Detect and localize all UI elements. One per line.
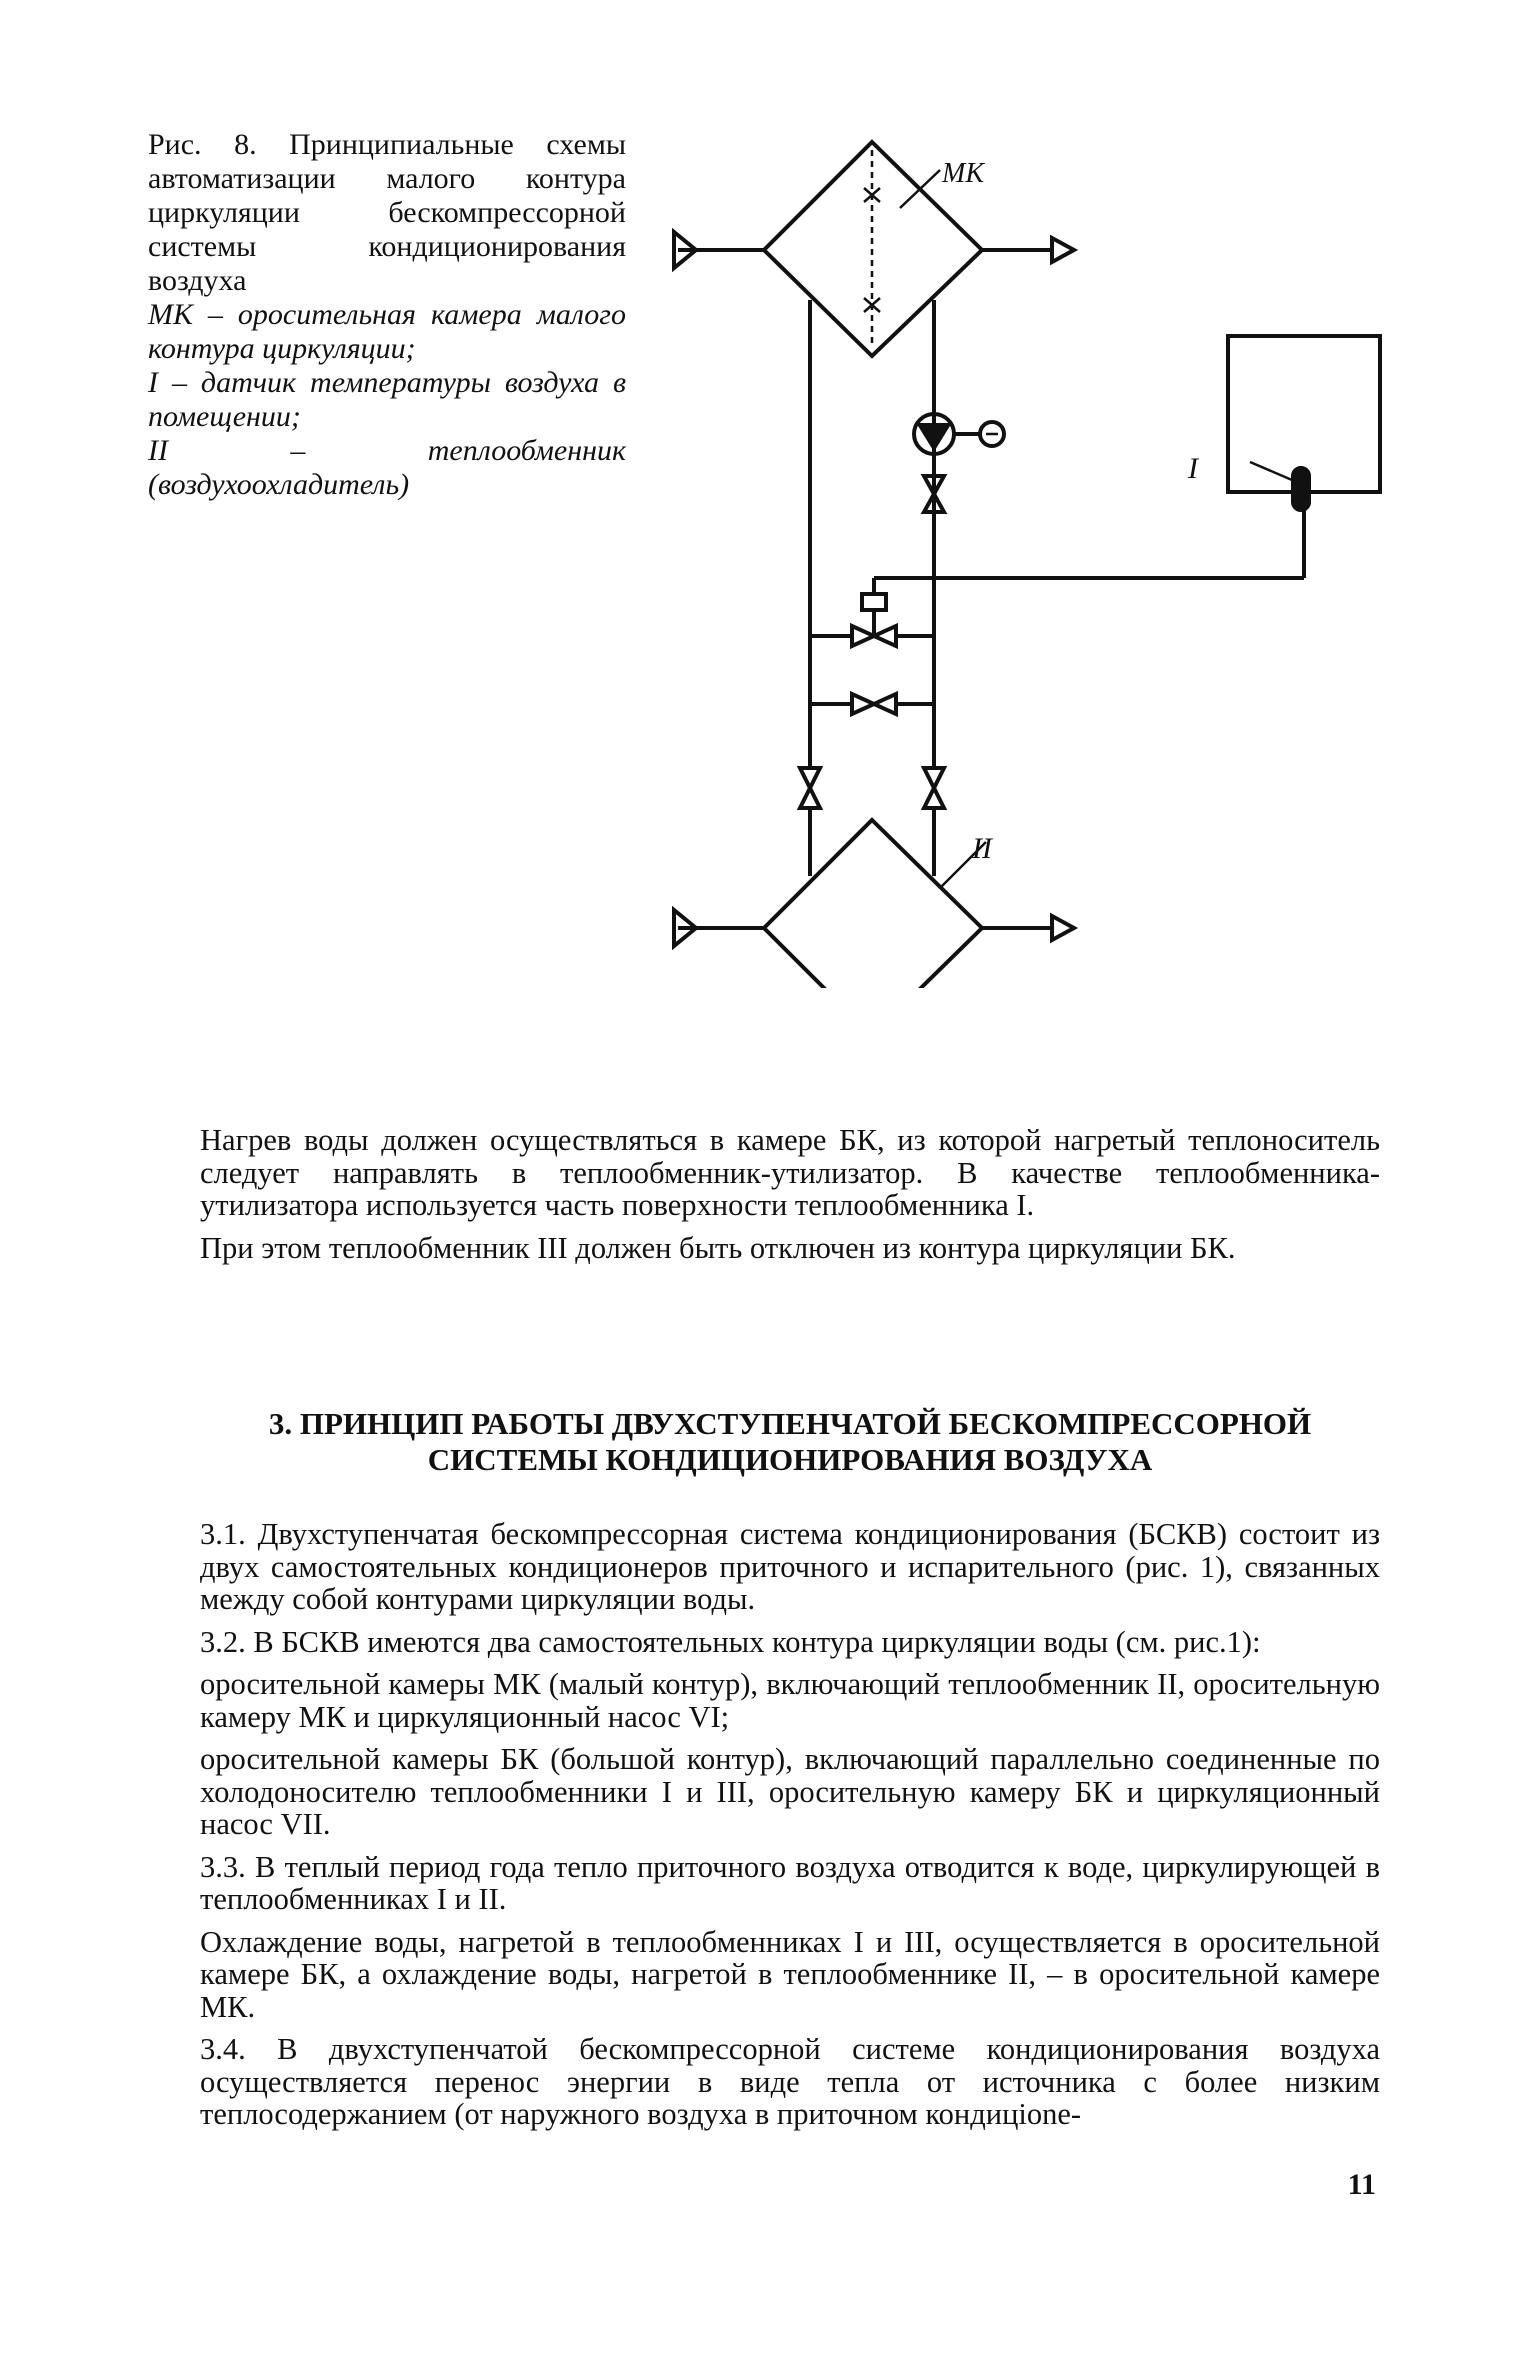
legend-mk: МК – оросительная камера малого контура циркуляции;: [148, 298, 626, 365]
paragraph-3-4: 3.4. В двухступенчатой бескомпрессорной системе кондиционирования воздуха осуществляется перенос энергии в виде тепла от источника с более низким теплосодержанием (от наружного воздуха в приточном кондицione-: [200, 2032, 1380, 2131]
paragraph-3-3: 3.3. В теплый период года тепло приточного воздуха отводится к воде, циркулирующей в теплообменниках I и II.: [200, 1849, 1380, 1916]
label-mk: МК: [942, 158, 984, 189]
paragraph-3-2-mk: оросительной камеры МК (малый контур), включающий теплообменник II, оросительную камеру МК и циркуляционный насос VI;: [200, 1667, 1380, 1734]
label-i: I: [1188, 452, 1198, 485]
temperature-sensor-shape: [1293, 468, 1309, 510]
section-heading: 3. ПРИНЦИП РАБОТЫ ДВУХСТУПЕНЧАТОЙ БЕСКОМПРЕССОРНОЙ СИСТЕМЫ КОНДИЦИОНИРОВАНИЯ ВОЗДУХА: [268, 1406, 1312, 1477]
legend-sensor: I – датчик температуры воздуха в помещении;: [148, 366, 626, 433]
paragraph-heating: Нагрев воды должен осуществляться в камере БК, из которой нагретый теплоноситель следует направлять в теплообменник-утилизатор. В качестве теплообменника-утилизатора используется часть поверхности теплообменника I.: [200, 1123, 1380, 1222]
section-text: [200, 1518, 1380, 2141]
legend-heat-exchanger: II – теплообменник (воздухоохладитель): [148, 434, 626, 501]
paragraph-3-1: 3.1. Двухступенчатая бескомпрессорная система кондиционирования (БСКВ) состоит из двух самостоятельных кондиционеров приточного и испарительного (рис. 1), связанных между собой контурами циркуляции воды.: [200, 1517, 1380, 1616]
air-outlet-arrow-bottom: [1052, 916, 1074, 940]
heat-exchanger-ii-shape: [764, 820, 982, 988]
caption-title: Рис. 8. Принципиальные схемы автоматизации малого контура циркуляции бескомпрессорной системы кондиционирования воздуха: [148, 128, 626, 297]
intro-text: [200, 1124, 1380, 1274]
paragraph-3-2-bk: оросительной камеры БК (большой контур), включающий параллельно соединенные по холодоносителю теплообменники I и III, оросительную камеру БК и циркуляционный насос VII.: [200, 1742, 1380, 1841]
paragraph-3-2: 3.2. В БСКВ имеются два самостоятельных контура циркуляции воды (см. рис.1):: [200, 1624, 1261, 1659]
air-outlet-arrow-top: [1052, 238, 1074, 262]
label-ii: II: [972, 832, 992, 865]
schematic-diagram: [640, 128, 1420, 988]
page-number: 11: [1347, 2168, 1376, 2201]
paragraph-disconnect: При этом теплообменник III должен быть отключен из контура циркуляции БК.: [200, 1230, 1236, 1265]
figure-caption: [148, 128, 626, 502]
paragraph-3-3-cooling: Охлаждение воды, нагретой в теплообменниках I и III, осуществляется в оросительной камере БК, а охлаждение воды, нагретой в теплообменнике II, – в оросительной камере МК.: [200, 1924, 1380, 2024]
